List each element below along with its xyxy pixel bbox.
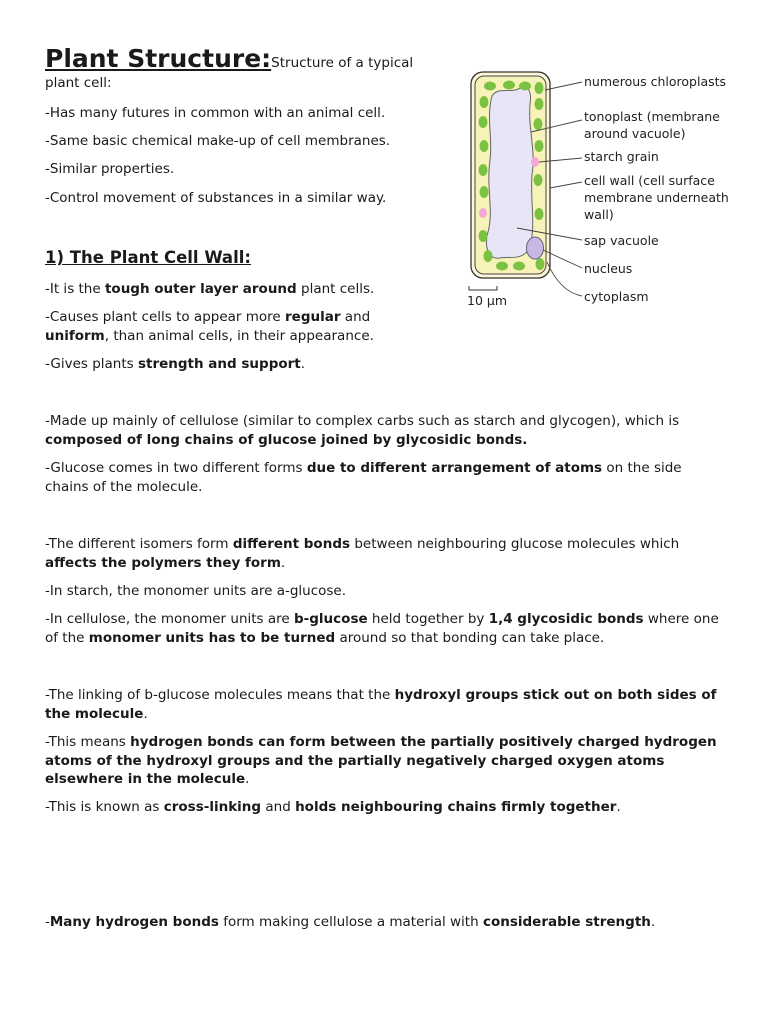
paragraph-cross-linking: -This is known as cross-linking and holds neighbouring chains firmly together. <box>45 799 621 815</box>
chloroplast <box>536 258 545 270</box>
starch-grain <box>479 208 487 218</box>
chloroplast <box>535 208 544 220</box>
chloroplast <box>534 174 543 186</box>
chloroplast <box>480 140 489 152</box>
chloroplast <box>535 82 544 94</box>
sap-vacuole <box>487 87 534 258</box>
intro-point-4: -Control movement of substances in a similar way. <box>45 190 387 206</box>
intro-point-1: -Has many futures in common with an animal cell. <box>45 105 386 121</box>
starch-grain <box>531 157 539 167</box>
chloroplast <box>519 82 531 91</box>
chloroplast <box>503 81 515 90</box>
paragraph-cellulose: -Made up mainly of cellulose (similar to complex carbs such as starch and glycogen), which is composed of long chains of glucose joined by glycosidic bonds. <box>45 413 680 448</box>
label-nucleus: nucleus <box>584 261 633 276</box>
chloroplast <box>484 82 496 91</box>
paragraph-strength-support: -Gives plants strength and support. <box>45 356 306 372</box>
label-cell-wall-line1: cell wall (cell surface <box>584 173 715 188</box>
label-numerous-chloroplasts: numerous chloroplasts <box>584 74 727 89</box>
chloroplast <box>479 164 488 176</box>
chloroplast <box>480 96 489 108</box>
title-line <box>45 44 435 93</box>
chloroplast <box>479 116 488 128</box>
chloroplast <box>484 250 493 262</box>
label-cytoplasm: cytoplasm <box>584 289 649 304</box>
paragraph-glucose-forms: -Glucose comes in two different forms due to different arrangement of atoms on the side chains of the molecule. <box>45 460 682 495</box>
label-tonoplast-line1: tonoplast (membrane <box>584 109 720 124</box>
paragraph-b-glucose: -In cellulose, the monomer units are b-glucose held together by 1,4 glycosidic bonds where one of the monomer units has to be turned around so that bonding can take place. <box>45 611 719 646</box>
chloroplast <box>496 262 508 271</box>
label-sap-vacuole: sap vacuole <box>584 233 659 248</box>
scale-bar <box>469 286 497 290</box>
chloroplast <box>534 118 543 130</box>
label-cell-wall-line3: wall) <box>584 207 614 222</box>
label-cell-wall-line2: membrane underneath <box>584 190 729 205</box>
chloroplast <box>535 140 544 152</box>
paragraph-starch: -In starch, the monomer units are a-glucose. <box>45 583 347 599</box>
paragraph-hydroxyl: -The linking of b-glucose molecules means that the hydroxyl groups stick out on both sides of the molecule. <box>45 687 717 722</box>
paragraph-hydrogen-bonds: -This means hydrogen bonds can form between the partially positively charged hydrogen atoms of the hydroxyl groups and the partially negatively charged oxygen atoms elsewhere in the molecule. <box>45 734 717 787</box>
page-subtitle: Structure of a typical plant cell: <box>45 55 414 91</box>
nucleus <box>527 237 544 259</box>
label-starch-grain: starch grain <box>584 149 659 164</box>
chloroplast <box>535 98 544 110</box>
page-title: Plant Structure: <box>45 44 272 73</box>
paragraph-regular-uniform: -Causes plant cells to appear more regular and uniform, than animal cells, in their appearance. <box>45 309 374 344</box>
plant-cell-diagram <box>455 62 745 317</box>
paragraph-strength: -Many hydrogen bonds form making cellulose a material with considerable strength. <box>45 914 656 930</box>
label-tonoplast-line2: around vacuole) <box>584 126 686 141</box>
chloroplast <box>479 230 488 242</box>
chloroplast <box>480 186 489 198</box>
intro-point-3: -Similar properties. <box>45 161 175 177</box>
section-heading-cell-wall: 1) The Plant Cell Wall: <box>45 248 251 267</box>
paragraph-isomers: -The different isomers form different bonds between neighbouring glucose molecules which affects the polymers they form. <box>45 536 680 571</box>
paragraph-outer-layer: -It is the tough outer layer around plant cells. <box>45 281 375 297</box>
label-scale: 10 µm <box>467 293 508 308</box>
intro-point-2: -Same basic chemical make-up of cell membranes. <box>45 133 391 149</box>
chloroplast <box>513 262 525 271</box>
